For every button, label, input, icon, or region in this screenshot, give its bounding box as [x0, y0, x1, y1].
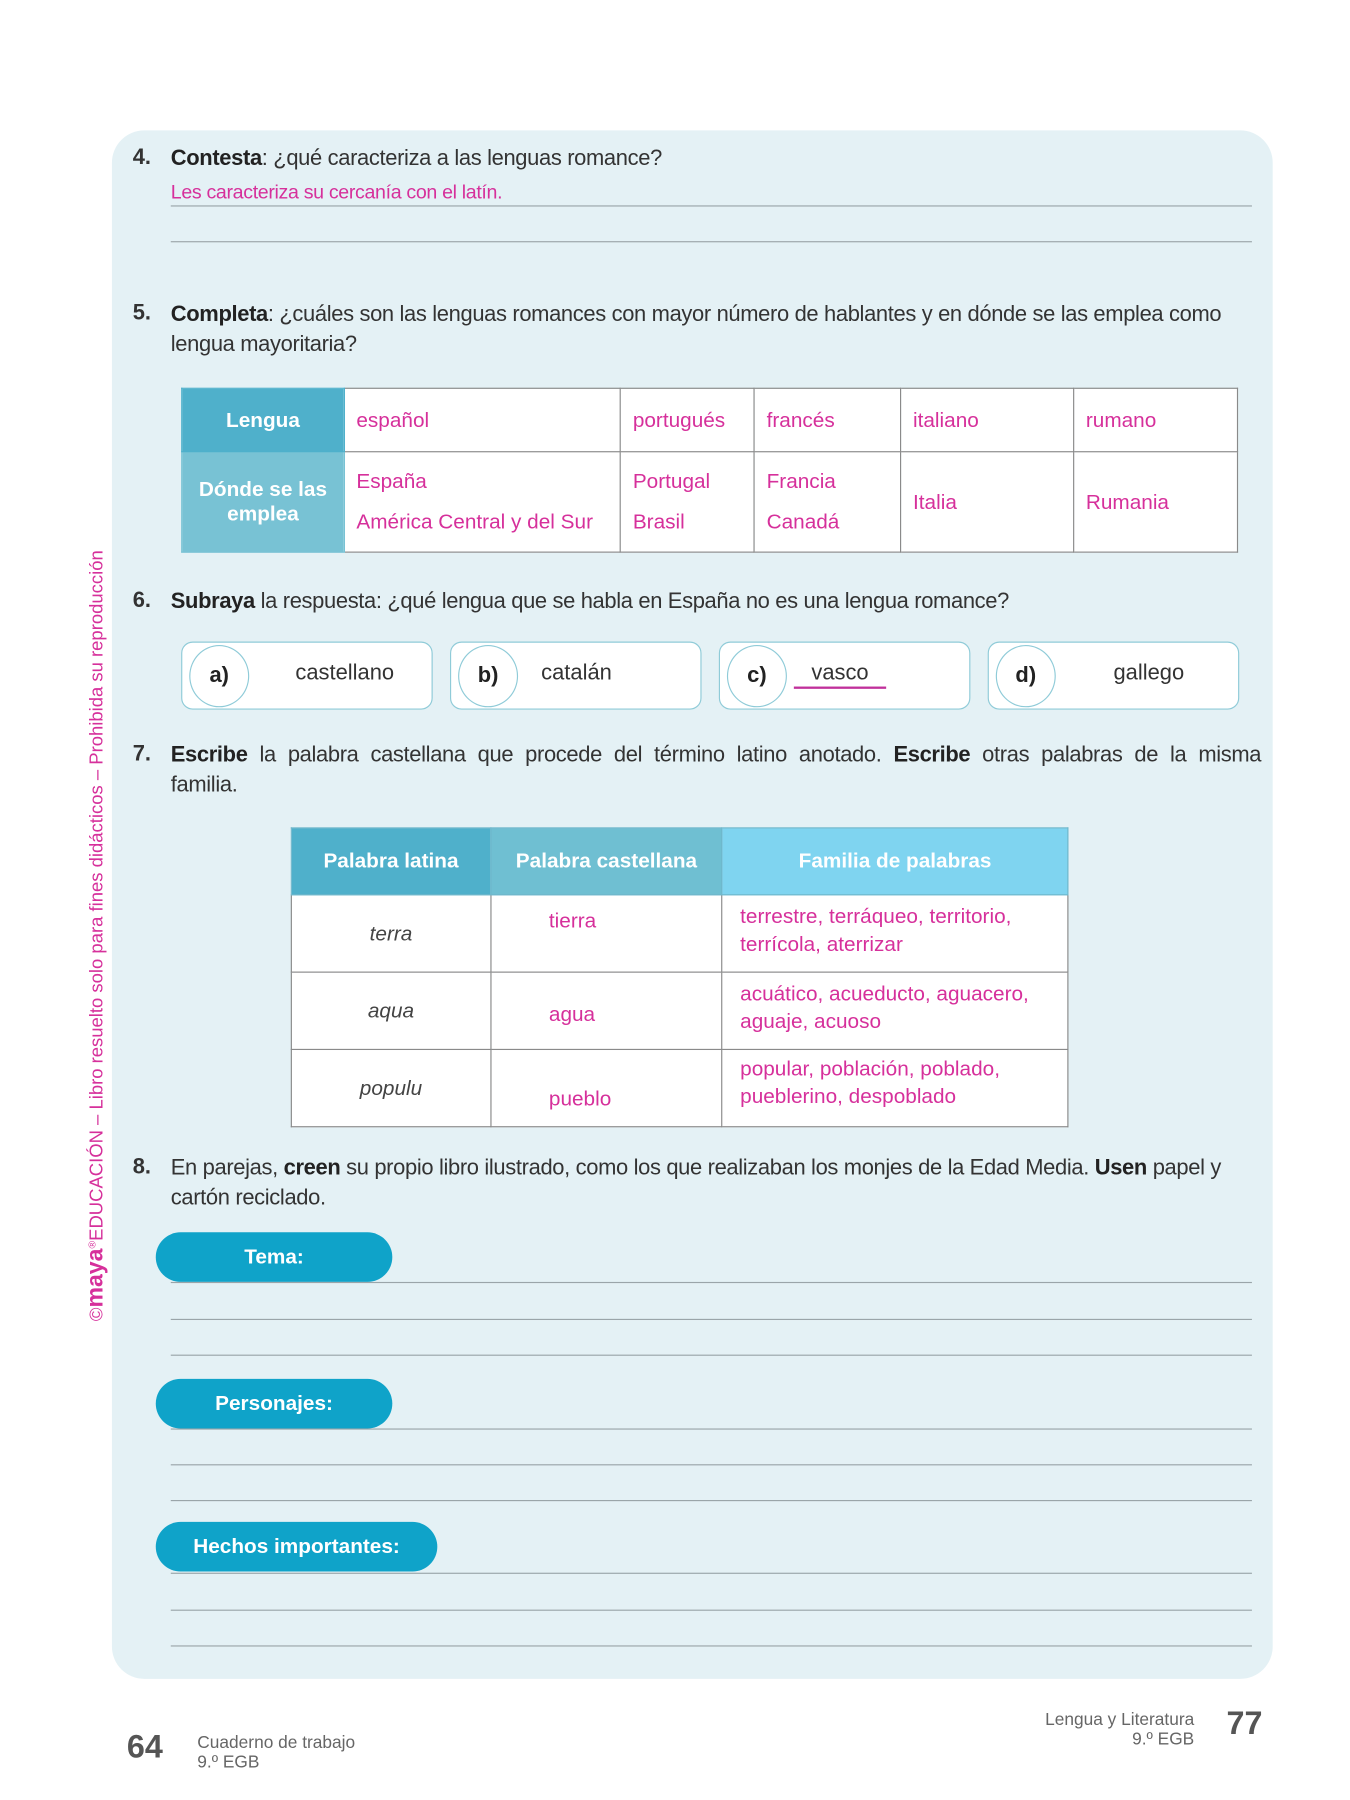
place-cell[interactable]	[754, 452, 900, 552]
option-text: catalán	[541, 661, 612, 686]
place: América Central y del Sur	[356, 510, 593, 534]
q8-number: 8.	[132, 1155, 151, 1180]
table-row	[291, 1049, 1068, 1126]
notice-text: EDUCACIÓN – Libro resuelto solo para fines didácticos – Prohibida su reproducción	[87, 550, 108, 1241]
option-text: castellano	[295, 661, 395, 686]
word-family[interactable]: terrestre, terráqueo, territorio, terrícola, aterrizar	[722, 895, 1068, 972]
option-letter: a)	[189, 645, 249, 707]
table-row	[291, 895, 1068, 972]
footer-left	[197, 1733, 355, 1772]
place-cell[interactable]: Rumania	[1074, 452, 1238, 552]
q7-verb: Escribe	[170, 743, 248, 768]
q8-text: En parejas,	[170, 1156, 284, 1181]
place-cell[interactable]	[621, 452, 755, 552]
language-cell[interactable]: italiano	[901, 388, 1074, 451]
option-letter: c)	[727, 645, 787, 707]
copyright-notice	[83, 550, 110, 1321]
option-c[interactable]	[719, 642, 971, 710]
q8-prompt	[171, 1154, 1261, 1214]
place: Canadá	[766, 510, 840, 534]
q5-verb: Completa	[170, 302, 268, 327]
registered-mark: ®	[86, 1240, 98, 1249]
table-header-row	[291, 828, 1068, 895]
page-number-right: 77	[1226, 1705, 1263, 1742]
option-d[interactable]	[988, 642, 1240, 710]
column-header: Palabra latina	[291, 828, 490, 895]
castellana-word[interactable]: agua	[491, 972, 723, 1049]
place-cell[interactable]: Italia	[901, 452, 1074, 552]
language-cell[interactable]: francés	[754, 388, 900, 451]
place: Francia	[766, 469, 836, 493]
q8-text: su propio libro ilustrado, como los que realizaban los monjes de la Edad Media.	[340, 1156, 1095, 1181]
castellana-word[interactable]: pueblo	[491, 1049, 723, 1126]
q7-number: 7.	[132, 741, 151, 767]
place: España	[356, 469, 427, 493]
word-family[interactable]: acuático, acueducto, aguacero, aguaje, acuoso	[722, 972, 1068, 1049]
place: Portugal	[632, 469, 711, 493]
brand-logo: maya	[83, 1248, 109, 1308]
option-text-underlined: vasco	[794, 661, 886, 689]
q7-verb: Escribe	[893, 743, 971, 768]
q8-text: papel y cartón reciclado.	[170, 1156, 1221, 1211]
q4-answer[interactable]: Les caracteriza su cercanía con el latín.	[170, 181, 503, 204]
option-letter: d)	[996, 645, 1056, 707]
table-row	[182, 388, 1238, 451]
language-cell[interactable]: rumano	[1074, 388, 1238, 451]
q4-prompt	[171, 144, 662, 174]
row-header: Dónde se las emplea	[182, 452, 345, 552]
language-cell[interactable]: español	[344, 388, 620, 451]
answer-line	[171, 241, 1252, 242]
q6-prompt	[171, 587, 1009, 617]
q7-prompt	[171, 741, 1261, 801]
grade: 9.º EGB	[1132, 1729, 1195, 1750]
answer-line[interactable]	[171, 1355, 1252, 1356]
language-cell[interactable]: portugués	[621, 388, 755, 451]
table-row	[182, 452, 1238, 552]
row-header: Lengua	[182, 388, 345, 451]
answer-line[interactable]	[171, 1464, 1252, 1465]
option-text: gallego	[1113, 661, 1185, 686]
field-label-hechos: Hechos importantes:	[156, 1522, 438, 1572]
latin-word: populu	[291, 1049, 490, 1126]
q4-number: 4.	[132, 145, 151, 170]
q4-text: : ¿qué caracteriza a las lenguas romance?	[261, 146, 662, 171]
answer-line[interactable]	[171, 1573, 1252, 1574]
copyright-symbol: ©	[87, 1307, 108, 1322]
word-family-table	[291, 827, 1069, 1127]
q5-prompt	[171, 300, 1261, 360]
q5-text: : ¿cuáles son las lenguas romances con mayor número de hablantes y en dónde se las emplea como lengua mayoritaria?	[170, 302, 1222, 357]
q6-number: 6.	[132, 588, 151, 613]
column-header: Familia de palabras	[722, 828, 1068, 895]
option-letter: b)	[458, 645, 518, 707]
page-number-left: 64	[126, 1728, 163, 1765]
latin-word: terra	[291, 895, 490, 972]
answer-line[interactable]	[171, 1428, 1252, 1429]
q7-text: otras palabras de la misma familia.	[170, 743, 1262, 798]
place: Brasil	[632, 510, 685, 534]
answer-line[interactable]	[171, 1610, 1252, 1611]
q6-text: la respuesta: ¿qué lengua que se habla en España no es una lengua romance?	[254, 589, 1009, 614]
answer-line[interactable]	[171, 1500, 1252, 1501]
q7-text: la palabra castellana que procede del término latino anotado.	[247, 743, 894, 768]
grade: 9.º EGB	[197, 1752, 260, 1773]
book-title: Cuaderno de trabajo	[197, 1733, 356, 1753]
option-b[interactable]	[450, 642, 702, 710]
languages-table	[181, 388, 1238, 553]
table-row	[291, 972, 1068, 1049]
column-header: Palabra castellana	[491, 828, 723, 895]
answer-line	[171, 205, 1252, 206]
q6-verb: Subraya	[170, 589, 255, 614]
q8-verb: creen	[283, 1156, 341, 1181]
answer-line[interactable]	[171, 1319, 1252, 1320]
option-a[interactable]	[181, 642, 433, 710]
book-title: Lengua y Literatura	[1045, 1710, 1195, 1730]
footer-right	[1045, 1710, 1194, 1749]
q5-number: 5.	[132, 301, 151, 326]
place-cell[interactable]	[344, 452, 620, 552]
q8-verb: Usen	[1094, 1156, 1147, 1181]
latin-word: aqua	[291, 972, 490, 1049]
answer-line[interactable]	[171, 1282, 1252, 1283]
field-label-tema: Tema:	[156, 1232, 393, 1282]
word-family[interactable]: popular, población, poblado, pueblerino, despoblado	[722, 1049, 1068, 1126]
castellana-word[interactable]: tierra	[491, 895, 723, 972]
q4-verb: Contesta	[170, 146, 262, 171]
answer-line[interactable]	[171, 1645, 1252, 1646]
field-label-personajes: Personajes:	[156, 1379, 393, 1429]
